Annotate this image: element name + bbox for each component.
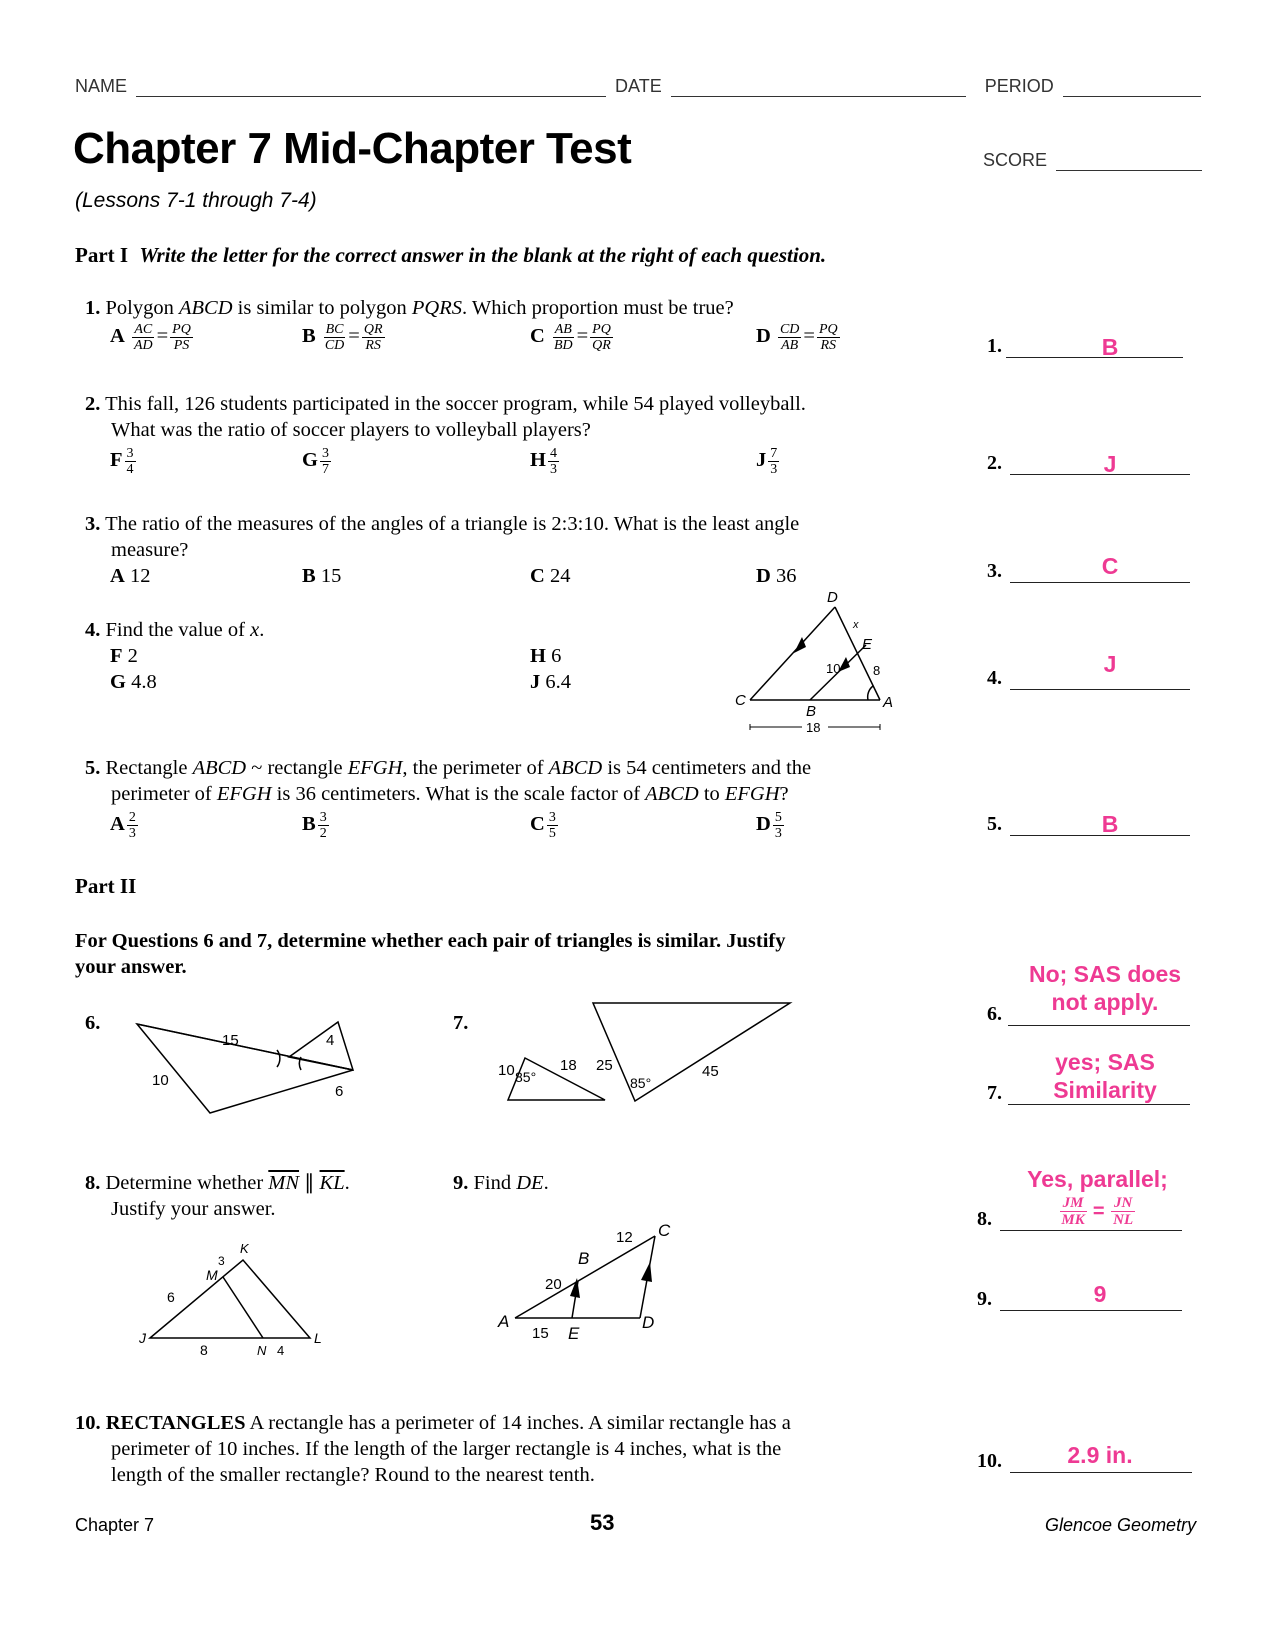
- q8-seg2: $\overline{KL}$: [319, 1172, 345, 1194]
- q6-triangle-left: [137, 1024, 353, 1113]
- answer-6-value: [1000, 960, 1210, 1016]
- q5-t4: EFGH: [347, 757, 403, 779]
- q9-label-e: E: [568, 1324, 580, 1340]
- q5-t7: is 54 centimeters and the: [602, 757, 812, 779]
- q6-label-6: 6: [335, 1083, 344, 1100]
- answer-10-value: 2.9 in.: [1067, 1442, 1133, 1468]
- q5-t8: perimeter of: [111, 783, 217, 805]
- q6-label-10: 10: [152, 1072, 169, 1089]
- q1-option-d[interactable]: D $\frac{CD}{AB}$ = $\frac{PQ}{RS}$: [756, 322, 838, 353]
- q4-label-c: C: [735, 692, 746, 709]
- question-5: [85, 755, 811, 807]
- question-9: [453, 1170, 549, 1196]
- part1-heading: [75, 242, 826, 268]
- q6-label-4: 4: [326, 1032, 335, 1049]
- q9-text: Find: [473, 1172, 517, 1194]
- q5-options: [110, 810, 870, 854]
- q6-number: 6.: [85, 1012, 101, 1034]
- answer-7-line2: Similarity: [1053, 1077, 1157, 1103]
- answer-7-label: 7.: [987, 1082, 1002, 1104]
- q4-option-f[interactable]: F 2: [110, 645, 138, 667]
- q10-label: RECTANGLES: [105, 1412, 246, 1434]
- q3-option-b[interactable]: B 15: [302, 565, 342, 587]
- name-field[interactable]: [136, 96, 606, 97]
- q10-number: 10.: [75, 1412, 101, 1434]
- answer-8-proportion: $\frac{JM}{MK}$ = $\frac{JN}{NL}$: [1000, 1195, 1195, 1228]
- q8-seg-mn: [223, 1277, 263, 1338]
- answer-6-label: 6.: [987, 1003, 1002, 1025]
- q4-label-b: B: [806, 703, 817, 720]
- answer-6-field[interactable]: [1008, 1025, 1190, 1026]
- q8-parallel: ∥: [304, 1172, 315, 1194]
- q8-label-l: L: [314, 1330, 322, 1346]
- q8-text: Determine whether: [105, 1172, 269, 1194]
- answer-4-value: J: [1103, 651, 1117, 677]
- question-4: [85, 617, 264, 643]
- q2-options: [110, 446, 870, 490]
- q1-number: 1.: [85, 297, 101, 319]
- answer-3-value: C: [1101, 553, 1119, 579]
- q2-line2: What was the ratio of soccer players to volleyball players?: [111, 419, 591, 441]
- q4-text: Find the value of: [105, 619, 251, 641]
- q6-figure: [130, 1015, 390, 1125]
- q4-label-d: D: [827, 589, 838, 606]
- q7-label-85a: 85°: [515, 1069, 537, 1085]
- answer-10-label: 10.: [977, 1450, 1002, 1472]
- q7-label-10: 10: [498, 1062, 515, 1079]
- q8-label-4: 4: [277, 1343, 285, 1355]
- answer-3-field[interactable]: [1010, 582, 1190, 583]
- q5-t13: EFGH: [724, 783, 780, 805]
- q4-option-j[interactable]: J 6.4: [530, 671, 571, 693]
- q7-label-85b: 85°: [630, 1075, 652, 1091]
- q10-line2: perimeter of 10 inches. If the length of the larger rectangle is 4 inches, what is the: [111, 1438, 782, 1460]
- q1-options: [110, 322, 870, 366]
- q5-number: 5.: [85, 757, 101, 779]
- part1-instructions: Write the letter for the correct answer in the blank at the right of each question.: [139, 243, 827, 267]
- q2-option-j[interactable]: J $\frac{7}{3}$: [756, 446, 778, 477]
- q8-label-k: K: [240, 1241, 249, 1256]
- answer-1-label: 1.: [987, 335, 1002, 357]
- date-field[interactable]: [671, 96, 966, 97]
- answer-7-line1: yes; SAS: [1055, 1049, 1155, 1075]
- q7-figure: [490, 998, 800, 1108]
- q3-number: 3.: [85, 513, 101, 535]
- q1-option-c[interactable]: C $\frac{AB}{BD}$ = $\frac{PQ}{QR}$: [530, 322, 611, 353]
- answer-8-field[interactable]: [1000, 1230, 1182, 1231]
- q4-seg-cd: [750, 607, 835, 700]
- q9-period: .: [543, 1172, 549, 1194]
- q1-poly1: ABCD: [178, 297, 233, 319]
- q9-figure: [490, 1220, 690, 1340]
- q9-label-15: 15: [532, 1325, 549, 1340]
- answer-5-label: 5.: [987, 813, 1002, 835]
- q5-t1: Rectangle: [105, 757, 193, 779]
- q7-label-18: 18: [560, 1057, 577, 1074]
- q9-label-c: C: [658, 1221, 671, 1240]
- q4-period: .: [259, 619, 265, 641]
- q9-label-b: B: [578, 1249, 590, 1268]
- q4-label-18: 18: [806, 720, 821, 735]
- q9-label-a: A: [498, 1312, 510, 1331]
- q5-t14: ?: [779, 783, 789, 805]
- part2-label: Part II: [75, 874, 137, 898]
- page-number: 53: [590, 1510, 615, 1535]
- q9-label-12: 12: [616, 1229, 633, 1246]
- q8-label-j: J: [139, 1330, 146, 1346]
- q6-label-15: 15: [222, 1032, 239, 1049]
- q5-option-c[interactable]: C $\frac{3}{5}$: [530, 810, 556, 841]
- q5-t6: ABCD: [548, 757, 603, 779]
- period-label: PERIOD: [984, 76, 1054, 96]
- answer-8-label: 8.: [977, 1208, 992, 1230]
- answer-6-line2: not apply.: [1051, 989, 1159, 1015]
- answer-6-line1: No; SAS does: [1028, 961, 1182, 987]
- q1-text: Polygon: [105, 297, 179, 319]
- answer-4-label: 4.: [987, 667, 1002, 689]
- q8-seg1: $\overline{MN}$: [268, 1172, 300, 1194]
- q3-option-a[interactable]: A 12: [110, 565, 151, 587]
- question-2: [85, 391, 806, 443]
- answer-9-value: 9: [1093, 1281, 1107, 1307]
- q8-label-3: 3: [218, 1254, 225, 1268]
- question-10: [75, 1410, 791, 1488]
- answer-2-value: J: [1103, 451, 1117, 477]
- q8-line2: Justify your answer.: [111, 1198, 276, 1220]
- question-3: [85, 511, 799, 563]
- footer-chapter: Chapter 7: [75, 1515, 155, 1535]
- name-label: NAME: [75, 76, 128, 96]
- q10-line1: A rectangle has a perimeter of 14 inches. A similar rectangle has a: [245, 1412, 791, 1434]
- q5-t11: ABCD: [645, 783, 699, 805]
- answer-1-value: B: [1101, 334, 1119, 360]
- q9-var: DE: [516, 1172, 544, 1194]
- score-row: [983, 150, 1202, 171]
- q5-option-d[interactable]: D $\frac{5}{3}$: [756, 810, 782, 841]
- q3-line2: measure?: [111, 539, 189, 561]
- answer-9-field[interactable]: [1000, 1310, 1182, 1311]
- q4-label-10: 10: [826, 661, 841, 676]
- q8-label-m: M: [206, 1267, 218, 1283]
- q5-t9: EFGH: [216, 783, 272, 805]
- q1-text-b: is similar to polygon: [232, 297, 412, 319]
- q4-angle-a: [868, 686, 873, 700]
- q5-t10: is 36 centimeters. What is the scale factor of: [271, 783, 646, 805]
- answer-7-value: [1000, 1048, 1210, 1104]
- q2-number: 2.: [85, 393, 101, 415]
- q9-number: 9.: [453, 1172, 469, 1194]
- q1-option-b[interactable]: B $\frac{BC}{CD}$ = $\frac{QR}{RS}$: [302, 322, 383, 353]
- q5-t12: to: [698, 783, 725, 805]
- q7-number: 7.: [453, 1012, 469, 1034]
- q1-option-a[interactable]: A $\frac{AC}{AD}$ = $\frac{PQ}{PS}$: [110, 322, 191, 353]
- q7-label-45: 45: [702, 1063, 719, 1080]
- answer-3-label: 3.: [987, 560, 1002, 582]
- page-subtitle: (Lessons 7-1 through 7-4): [75, 189, 317, 212]
- question-1: [85, 295, 734, 321]
- q8-label-n: N: [257, 1343, 267, 1355]
- answer-8-line1: Yes, parallel;: [1027, 1166, 1168, 1192]
- q1-poly2: PQRS: [411, 297, 462, 319]
- q2-option-g[interactable]: G $\frac{3}{7}$: [302, 446, 329, 477]
- answer-4-field[interactable]: [1010, 689, 1190, 690]
- score-field[interactable]: [1056, 170, 1202, 171]
- q4-label-x: x: [853, 619, 859, 631]
- part2-instructions: [75, 928, 785, 980]
- score-label: SCORE: [983, 150, 1048, 170]
- q4-var: x: [250, 619, 260, 641]
- q10-line3: length of the smaller rectangle? Round to the nearest tenth.: [111, 1464, 595, 1486]
- q5-option-b[interactable]: B $\frac{3}{2}$: [302, 810, 327, 841]
- part1-label: Part I: [75, 243, 129, 267]
- page-title: Chapter 7 Mid-Chapter Test: [73, 124, 632, 173]
- q3-option-d[interactable]: D 36: [756, 565, 797, 587]
- part2-instr-l1: For Questions 6 and 7, determine whether each pair of triangles is similar. Justify: [75, 930, 786, 952]
- q4-label-a: A: [883, 694, 894, 711]
- q7-triangle-large: [593, 1003, 790, 1101]
- q5-t2: ABCD: [192, 757, 247, 779]
- q3-line1: The ratio of the measures of the angles of a triangle is 2:3:10. What is the least angle: [105, 513, 800, 535]
- q8-label-6: 6: [167, 1289, 175, 1305]
- answer-8-value: [1000, 1165, 1195, 1228]
- q1-text-c: . Which proportion must be true?: [462, 297, 734, 319]
- answer-9-label: 9.: [977, 1288, 992, 1310]
- footer-book: Glencoe Geometry: [1045, 1515, 1197, 1535]
- q4-number: 4.: [85, 619, 101, 641]
- answer-5-value: B: [1101, 811, 1119, 837]
- q8-number: 8.: [85, 1172, 101, 1194]
- period-field[interactable]: [1063, 96, 1201, 97]
- q4-option-g[interactable]: G 4.8: [110, 671, 157, 693]
- q4-figure: [730, 585, 910, 735]
- q2-option-h[interactable]: H $\frac{4}{3}$: [530, 446, 557, 477]
- q4-label-e: E: [862, 636, 873, 653]
- q5-option-a[interactable]: A $\frac{2}{3}$: [110, 810, 136, 841]
- question-8: [85, 1170, 350, 1222]
- header-row: [75, 76, 1201, 97]
- q3-option-c[interactable]: C 24: [530, 565, 571, 587]
- q8-figure: [135, 1235, 335, 1355]
- q7-label-25: 25: [596, 1057, 613, 1074]
- q4-label-8: 8: [873, 663, 881, 678]
- q9-label-20: 20: [545, 1276, 562, 1293]
- q9-label-d: D: [642, 1313, 655, 1332]
- q8-label-8: 8: [200, 1342, 208, 1355]
- q4-arrow-cd: [794, 637, 806, 653]
- answer-2-label: 2.: [987, 452, 1002, 474]
- q8-period: .: [344, 1172, 350, 1194]
- q2-line1: This fall, 126 students participated in the soccer program, while 54 played volleyball.: [105, 393, 806, 415]
- q4-option-h[interactable]: H 6: [530, 645, 562, 667]
- q2-option-f[interactable]: F $\frac{3}{4}$: [110, 446, 134, 477]
- answer-7-field[interactable]: [1008, 1104, 1190, 1105]
- q5-t5: , the perimeter of: [402, 757, 549, 779]
- date-label: DATE: [615, 76, 662, 96]
- q5-t3: ~ rectangle: [246, 757, 348, 779]
- part2-instr-l2: your answer.: [75, 956, 187, 978]
- answer-10-field[interactable]: [1010, 1472, 1192, 1473]
